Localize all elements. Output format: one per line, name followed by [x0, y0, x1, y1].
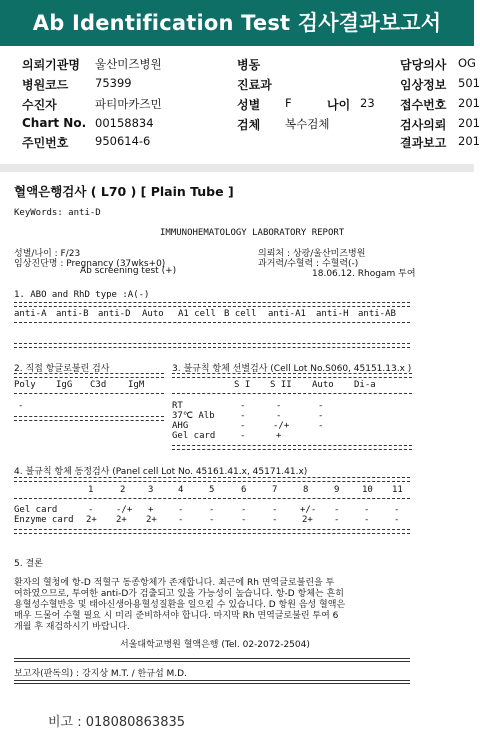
panel-col: 5 — [209, 485, 215, 495]
abo-col-anti-a1: anti-A1 — [268, 309, 306, 319]
result-cell: - — [178, 515, 184, 525]
divider — [14, 393, 164, 394]
result-cell: -/+ — [116, 505, 133, 515]
phase-label: 37℃ Alb — [172, 411, 215, 421]
label-ward: 병동 — [237, 58, 261, 72]
divider — [14, 322, 410, 323]
phase-label: AHG — [172, 421, 189, 431]
divider — [172, 393, 412, 394]
result-cell: - — [240, 431, 246, 441]
value-attending-doctor: OG — [458, 56, 476, 70]
phase-label: Gel card — [172, 431, 216, 441]
label-requesting-institution: 의뢰기관명 — [22, 58, 80, 72]
result-cell: - — [318, 421, 324, 431]
value-hospital-code: 75399 — [95, 76, 132, 90]
scr-col-auto: Auto — [312, 380, 334, 390]
abo-col-a1-cell: A1 cell — [178, 309, 216, 319]
result-cell: - — [178, 505, 184, 515]
divider — [14, 416, 164, 421]
value-test-request: 201 — [458, 116, 480, 130]
divider — [172, 445, 412, 450]
abo-col-anti-b: anti-B — [56, 309, 89, 319]
header-row — [0, 134, 480, 152]
conclusion-line: 개월 후 재검하시기 바랍니다. — [14, 622, 130, 632]
label-age: 나이 — [327, 98, 351, 112]
header-row — [0, 96, 480, 114]
result-cell: - — [241, 505, 247, 515]
conclusion-line: 환자의 혈청에 항-D 적혈구 동종항체가 존재합니다. 최근에 Rh 면역글로불린을 투 — [14, 578, 335, 588]
value-age: 23 — [360, 96, 375, 110]
conclusion-line: 매우 드물어 수혈 필요 시 미리 준비하셔야 합니다. 마지막 Rh 면역글로불린 투여 6 — [14, 611, 339, 621]
result-cell: - — [241, 515, 247, 525]
panel-col: 4 — [178, 485, 184, 495]
abo-col-anti-d: anti-D — [98, 309, 131, 319]
result-cell: - — [209, 515, 215, 525]
scr-col-dia: Di-a — [354, 380, 376, 390]
value-patient: 파티마카즈민 — [95, 97, 162, 111]
value-result-report: 201 — [458, 134, 480, 148]
result-cell: - — [394, 505, 400, 515]
result-cell: 2+ — [146, 515, 157, 525]
panel-col: 2 — [120, 485, 126, 495]
patient-info-header — [0, 46, 480, 162]
result-cell: - — [318, 411, 324, 421]
abo-col-anti-ab: anti-AB — [358, 309, 396, 319]
abo-col-auto: Auto — [142, 309, 164, 319]
label-specimen: 검체 — [237, 118, 261, 132]
result-cell: 2+ — [302, 515, 313, 525]
value-requesting-institution: 울산미즈병원 — [95, 57, 162, 71]
clinical-diagnosis: 임상진단명 : Pregnancy (37wks+0) — [14, 259, 166, 269]
label-attending-doctor: 담당의사 — [400, 58, 447, 72]
requester: 의뢰처 : 상광/울산미즈병원 — [258, 249, 366, 259]
report-title: Ab Identification Test 검사결과보고서 — [0, 0, 474, 46]
dat-col-igm: IgM — [128, 380, 145, 390]
divider — [14, 680, 410, 684]
header-row — [0, 116, 480, 134]
divider — [14, 343, 410, 348]
result-cell: 2+ — [86, 515, 97, 525]
panel-row-label: Gel card — [14, 505, 58, 515]
section-1-title: 1. ABO and RhD type :A(-) — [14, 290, 150, 300]
result-cell: +/- — [300, 505, 317, 515]
phase-label: RT — [172, 401, 183, 411]
result-cell: - — [272, 505, 278, 515]
report-heading: 혈액은행검사 ( L70 ) [ Plain Tube ] — [14, 184, 234, 199]
result-cell: - — [240, 411, 246, 421]
label-receipt-number: 접수번호 — [400, 98, 447, 112]
result-cell: - — [318, 401, 324, 411]
label-department: 진료과 — [237, 78, 272, 92]
result-cell: - — [240, 421, 246, 431]
result-cell: - — [272, 515, 278, 525]
scr-col-sii: S II — [270, 380, 292, 390]
lab-report-document — [0, 172, 474, 744]
result-cell: -/+ — [273, 421, 290, 431]
sex-age: 성별/나이 : F/23 — [14, 249, 81, 259]
divider — [14, 477, 410, 482]
panel-col: 3 — [148, 485, 154, 495]
panel-col: 10 — [362, 485, 373, 495]
screening-note: Ab screening test (+) — [80, 266, 177, 276]
section-2-title: 2. 직접 항글로불린 검사 — [14, 364, 110, 374]
result-cell: - — [394, 515, 400, 525]
result-cell: + — [276, 431, 282, 441]
abo-col-anti-h: anti-H — [316, 309, 349, 319]
label-sex: 성별 — [237, 98, 261, 112]
blood-bank-contact: 서울대학교병원 혈액은행 (Tel. 02-2072-2504) — [120, 640, 310, 650]
dat-value: - — [18, 401, 24, 411]
result-cell: - — [240, 401, 246, 411]
result-cell: - — [88, 505, 94, 515]
label-clinical-info: 임상정보 — [400, 78, 447, 92]
value-receipt-number: 201 — [458, 96, 480, 110]
result-cell: - — [276, 411, 282, 421]
result-cell: - — [209, 505, 215, 515]
header-row — [0, 76, 480, 94]
label-chart-no: Chart No. — [22, 116, 87, 130]
rhogam-note: 18.06.12. Rhogam 투여 — [312, 269, 416, 279]
panel-col: 11 — [392, 485, 403, 495]
value-resident-number: 950614-6 — [95, 134, 151, 148]
remarks: 비고 : 018080863835 — [48, 715, 186, 730]
lab-title: IMMUNOHEMATOLOGY LABORATORY REPORT — [160, 228, 345, 238]
conclusion-line: 여하였으므로, 투여한 anti-D가 검출되고 있을 가능성이 높습니다. 항-D 항체는 흔히 — [14, 589, 344, 599]
label-resident-number: 주민번호 — [22, 136, 69, 150]
section-separator — [0, 164, 474, 172]
result-cell: - — [334, 505, 340, 515]
reporter: 보고자(판독의) : 강지상 M.T. / 한규섭 M.D. — [14, 669, 187, 679]
section-4-title: 4. 불규칙 항체 동정검사 (Panel cell Lot No. 45161.41.x, 45171.41.x) — [14, 467, 308, 477]
dat-col-c3d: C3d — [90, 380, 107, 390]
value-sex: F — [285, 96, 292, 110]
result-cell: - — [334, 515, 340, 525]
label-test-request: 검사의뢰 — [400, 118, 447, 132]
value-chart-no: 00158834 — [95, 116, 154, 130]
value-specimen: 복수검체 — [285, 117, 330, 131]
result-cell: - — [364, 505, 370, 515]
abo-col-anti-a: anti-A — [14, 309, 47, 319]
header-row — [0, 56, 474, 74]
divider — [14, 498, 410, 499]
value-clinical-info: 501 — [458, 76, 480, 90]
result-cell: - — [276, 401, 282, 411]
divider — [14, 302, 410, 307]
panel-col: 8 — [303, 485, 309, 495]
section-5-title: 5. 결론 — [14, 559, 43, 569]
divider — [14, 658, 410, 662]
label-hospital-code: 병원코드 — [22, 78, 69, 92]
panel-col: 9 — [334, 485, 340, 495]
label-patient: 수진자 — [22, 98, 57, 112]
abo-col-b-cell: B cell — [224, 309, 257, 319]
scr-col-si: S I — [234, 380, 251, 390]
panel-col: 7 — [272, 485, 278, 495]
divider — [14, 373, 164, 378]
divider — [172, 373, 412, 378]
conclusion-line: 용혈성수혈반응 및 태아신생아용혈성질환을 일으킬 수 있습니다. D 항원 음성 혈액은 — [14, 600, 346, 610]
dat-col-igg: IgG — [56, 380, 73, 390]
result-cell: + — [148, 505, 154, 515]
result-cell: 2+ — [116, 515, 127, 525]
section-3-title: 3. 불규칙 항체 선별검사 (Cell Lot No.S060, 45151.13.x ) — [172, 364, 412, 374]
label-result-report: 결과보고 — [400, 136, 447, 150]
panel-col: 1 — [88, 485, 94, 495]
transfusion-history: 과거력/수혈력 : 수혈력(-) — [258, 259, 359, 269]
keywords: KeyWords: anti-D — [14, 208, 101, 218]
result-cell: - — [364, 515, 370, 525]
panel-col: 6 — [241, 485, 247, 495]
panel-row-label: Enzyme card — [14, 515, 74, 525]
dat-col-poly: Poly — [14, 380, 36, 390]
divider — [14, 529, 410, 534]
